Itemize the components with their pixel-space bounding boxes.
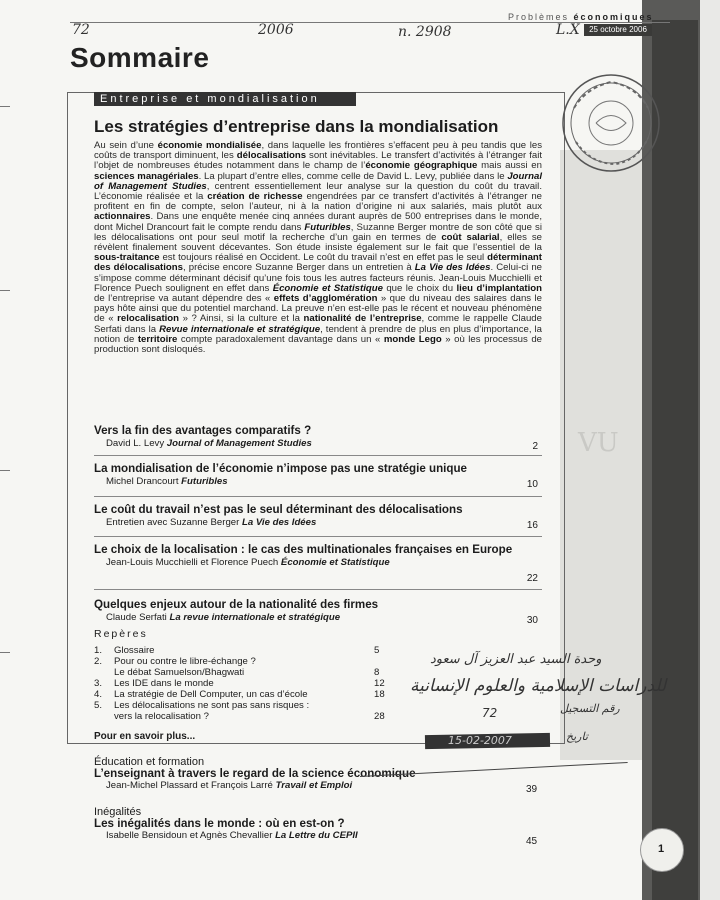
handwritten-arabic: وحدة السيد عبد العزيز آل سعود xyxy=(430,652,602,667)
article-source: Futuribles xyxy=(178,476,228,487)
reperes-text: Glossaire xyxy=(114,645,155,656)
article-entry[interactable] xyxy=(94,543,542,584)
article-page-number: 10 xyxy=(526,479,538,490)
article-byline xyxy=(94,517,542,528)
edge-mark xyxy=(0,290,10,291)
article-divider xyxy=(94,455,542,456)
handwritten-arabic: للدراسات الإسلامية والعلوم الإنسانية xyxy=(410,676,667,696)
reperes-item[interactable] xyxy=(94,689,394,700)
article-title: Vers la fin des avantages comparatifs ? xyxy=(94,424,312,437)
article-author: Jean-Louis Mucchielli et Florence Puech xyxy=(106,557,279,568)
reperes-text: La stratégie de Dell Computer, un cas d’école xyxy=(114,689,308,700)
reperes-heading: Repères xyxy=(94,628,148,640)
reperes-number: 5. xyxy=(94,700,103,711)
article-title: Quelques enjeux autour de la nationalité des firmes xyxy=(94,598,379,611)
edge-mark xyxy=(0,106,10,107)
edge-mark xyxy=(0,652,10,653)
article-byline xyxy=(94,612,542,623)
reperes-text: Les IDE dans le monde xyxy=(114,678,214,689)
reperes-page: 5 xyxy=(374,645,380,656)
reperes-item[interactable] xyxy=(94,700,394,722)
article-page-number: 30 xyxy=(526,615,538,626)
issue-date: 25 octobre 2006 xyxy=(584,24,652,36)
article-entry[interactable] xyxy=(94,598,542,626)
article-author: Michel Drancourt xyxy=(106,476,179,487)
section-byline xyxy=(94,830,358,842)
reperes-item[interactable] xyxy=(94,656,394,678)
bleed-text: VU xyxy=(578,428,619,458)
article-author: Entretien avec Suzanne Berger xyxy=(106,517,240,528)
header-rule xyxy=(70,22,670,23)
article-source: La Vie des Idées xyxy=(239,517,317,528)
reperes-text: Pour ou contre le libre-échange ? Le débat Samuelson/Bhagwati xyxy=(114,656,256,678)
section-entry[interactable] xyxy=(94,806,538,847)
article-author: David L. Levy xyxy=(106,438,165,449)
article-page-number: 22 xyxy=(526,573,538,584)
section-label: Éducation et formation xyxy=(94,756,205,768)
section-entry[interactable] xyxy=(94,756,538,795)
section-title: L’enseignant à travers le regard de la science économique xyxy=(94,767,416,780)
reperes-number: 3. xyxy=(94,678,103,689)
article-page-number: 2 xyxy=(532,441,538,452)
article-byline xyxy=(94,557,542,568)
handwritten-note: 72 xyxy=(72,22,90,38)
article-divider xyxy=(94,496,542,497)
article-page-number: 16 xyxy=(526,520,538,531)
article-title: La mondialisation de l’économie n’impose pas une stratégie unique xyxy=(94,462,468,475)
article-source: Économie et Statistique xyxy=(278,557,390,568)
article-source: La revue internationale et stratégique xyxy=(166,612,341,623)
handwritten-register-number: 72 xyxy=(482,706,498,720)
reperes-number: 1. xyxy=(94,645,103,656)
reperes-page: 28 xyxy=(374,711,385,722)
library-stamp-icon xyxy=(556,68,666,178)
publication-name: Problèmes économiques xyxy=(508,12,654,22)
reperes-item[interactable] xyxy=(94,645,394,656)
reperes-page: 8 xyxy=(374,667,380,678)
handwritten-note: L.X xyxy=(556,22,580,38)
section-author: Isabelle Bensidoun et Agnès Chevallier xyxy=(106,830,273,841)
reperes-text: Les délocalisations ne sont pas sans risques : vers la relocalisation ? xyxy=(114,700,310,722)
article-title: Le choix de la localisation : le cas des multinationales françaises en Europe xyxy=(94,543,513,556)
section-page-number: 45 xyxy=(526,836,538,847)
intro-paragraph: Au sein d’une économie mondialisée, dans laquelle les frontières s’effacent peu à peu tandis que les coûts de transport diminuent, les délocalisations sont inévitables. Le transfert d’activités à l’étranger fait l’objet de nombreuses études notamment dans le champ de l’économie géographique mais aussi en sciences managériales. La plupart d’entre elles, comme celle de David L. Levy, publiée dans le Journal of Management Studies, centrent essentiellement leur analyse sur la question du coût du travail. L’économie réalisée et la création de richesse engendrées par ce transfert d’activités à l’étranger ne profitent en fin de compte, selon l’auteur, ni à la nation d’origine ni aux salariés, mais plutôt aux actionnaires. Dans une enquête menée cinq années durant auprès de 500 entreprises dans le monde, dont Michel Drancourt fait le compte rendu dans Futuribles, Suzanne Berger montre de son côté que si les délocalisations ont pour seul motif la recherche d’un gain en termes de coût salarial, elles se révèlent finalement souvent décevantes. Son étude insiste également sur le fait que l’essentiel de la sous-traitance est toujours réalisé en Occident. Le coût du travail n’est en effet pas le seul déterminant des délocalisations, précise encore Suzanne Berger dans un entretien à La Vie des Idées. Celui-ci ne s’impose comme déterminant décisif qu’une fois tous les autres facteurs réunis. Jean-Louis Mucchielli et Florence Puech soulignent en effet dans Économie et Statistique que le choix du lieu d’implantation de l’entreprise va autant dépendre des « effets d’agglomération » que du niveau des salaires dans le pays hôte ainsi que du potentiel marchand. La preuve n’en est-elle pas le récent et nouveau phénomène de « relocalisation » ? Ainsi, si la culture et la nationalité de l’entreprise, comme le rappelle Claude Serfati dans la Revue internationale et stratégique, tendent à prendre de plus en plus d’importance, la notion de territoire compte paradoxalement davantage dans un « monde Lego » où les processus de production sont disloqués. xyxy=(94,140,543,356)
edge-mark xyxy=(0,470,10,471)
section-label: Inégalités xyxy=(94,806,142,818)
article-divider xyxy=(94,589,542,590)
handwritten-note: n. 2908 xyxy=(398,24,452,40)
article-source: Journal of Management Studies xyxy=(164,438,312,449)
section-label: Entreprise et mondialisation xyxy=(94,92,356,106)
section-author: Jean-Michel Plassard et François Larré xyxy=(106,780,273,791)
reperes-page: 12 xyxy=(374,678,385,689)
article-byline xyxy=(94,476,542,487)
article-entry[interactable] xyxy=(94,503,542,531)
reperes-page: 18 xyxy=(374,689,385,700)
section-source: La Lettre du CEPII xyxy=(272,830,358,841)
page-number: 1 xyxy=(657,843,665,855)
handwritten-arabic: رقم التسجيل xyxy=(560,702,620,715)
reperes-item[interactable] xyxy=(94,678,394,689)
reperes-list xyxy=(94,645,394,722)
section-source: Travail et Emploi xyxy=(272,780,353,791)
article-entry[interactable] xyxy=(94,424,542,452)
further-reading-link[interactable]: Pour en savoir plus... xyxy=(94,731,196,742)
section-title: Les inégalités dans le monde : où en est-on ? xyxy=(94,817,345,830)
section-page-number: 39 xyxy=(526,784,538,795)
article-entry[interactable] xyxy=(94,462,542,490)
article-byline xyxy=(94,438,542,449)
page-title: Sommaire xyxy=(70,42,210,73)
article-title: Le coût du travail n’est pas le seul déterminant des délocalisations xyxy=(94,503,463,516)
reperes-number: 4. xyxy=(94,689,103,700)
section-byline xyxy=(94,780,416,792)
handwritten-note: 2006 xyxy=(258,22,294,38)
handwritten-date: 15-02-2007 xyxy=(448,734,512,747)
article-divider xyxy=(94,536,542,537)
handwritten-arabic: تاريخ xyxy=(566,730,588,743)
reperes-number: 2. xyxy=(94,656,103,667)
main-title: Les stratégies d’entreprise dans la mondialisation xyxy=(94,117,499,136)
article-author: Claude Serfati xyxy=(106,612,167,623)
